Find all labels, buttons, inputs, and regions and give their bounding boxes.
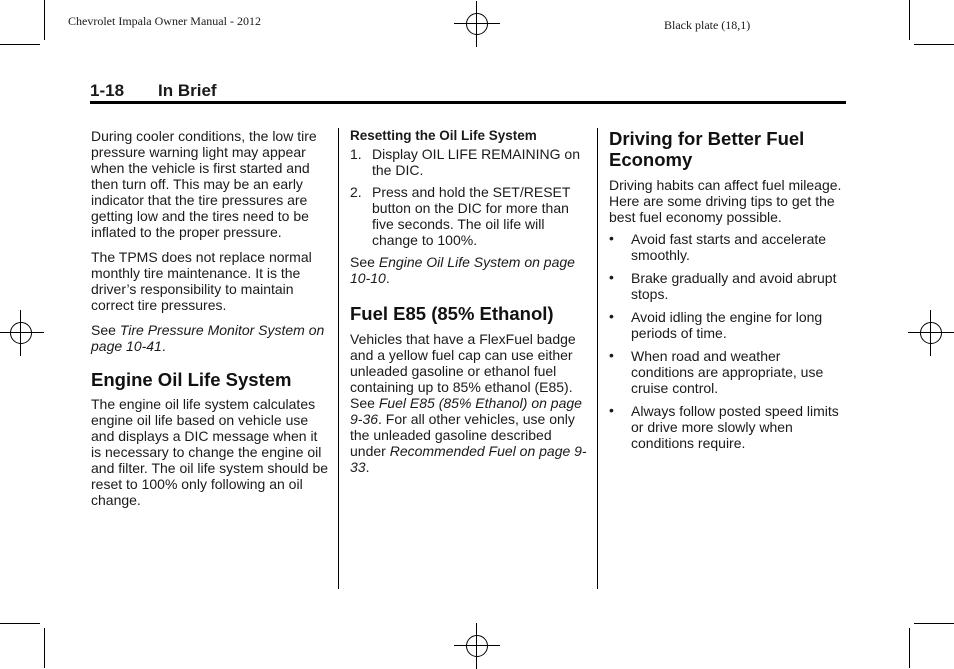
crop-mark xyxy=(914,44,954,45)
recommended-fuel-link[interactable]: Recommended Fuel on page 9-33 xyxy=(350,443,587,475)
fuel-economy-heading: Driving for Better Fuel Economy xyxy=(609,128,805,170)
list-item: • When road and weather conditions are appropriate, use cruise control. xyxy=(609,347,824,396)
registration-mark-top xyxy=(462,9,492,39)
column-1 xyxy=(91,128,331,517)
engine-oil-paragraph: The engine oil life system calculates engine oil life based on vehicle use and displays a DIC message when it is necessary to change the engine oil and filter. The oil life system should be reset to 100% only following an oil change. xyxy=(91,396,329,508)
fuel-e85-paragraph: Vehicles that have a FlexFuel badge and a yellow fuel cap can use either unleaded gasoline or ethanol fuel containing up to 85% ethanol (E85). See Fuel E85 (85% Ethanol) on page 9-36. For all other vehicles, use only the unleaded gasoline described under Recommended Fuel on page 9-33. xyxy=(350,331,587,475)
oil-cross-reference: See Engine Oil Life System on page 10-10. xyxy=(350,254,575,286)
page-number: 1-18 xyxy=(90,81,125,100)
column-2 xyxy=(350,128,590,484)
crop-mark xyxy=(44,0,45,40)
list-item: • Avoid fast starts and accelerate smoothly. xyxy=(609,230,827,263)
registration-mark-right xyxy=(916,318,946,348)
column-divider xyxy=(597,128,598,589)
crop-mark xyxy=(0,44,40,45)
fuel-e85-link[interactable]: Fuel E85 (85% Ethanol) on page 9-36 xyxy=(350,395,582,427)
crop-mark xyxy=(914,623,954,624)
tpms-paragraph-2: The TPMS does not replace normal monthly tire maintenance. It is the driver’s responsibility to maintain correct tire pressures. xyxy=(91,249,312,313)
crop-mark xyxy=(44,628,45,668)
tpms-paragraph-1: During cooler conditions, the low tire pressure warning light may appear when the vehicle is first started and then turn off. This may be an early indicator that the tire pressures are getting low and the tires need to be inflated to the proper pressure. xyxy=(91,128,317,240)
list-item: • Brake gradually and avoid abrupt stops. xyxy=(609,269,837,302)
crop-mark xyxy=(909,0,910,40)
reset-oil-subheading: Resetting the Oil Life System xyxy=(350,128,537,143)
fuel-economy-intro: Driving habits can affect fuel mileage. Here are some driving tips to get the best fuel economy possible. xyxy=(609,177,842,225)
header-rule xyxy=(90,101,846,104)
tpms-cross-reference: See Tire Pressure Monitor System on page 10-41. xyxy=(91,322,325,354)
tire-pressure-link[interactable]: Tire Pressure Monitor System on page 10-41 xyxy=(91,322,325,354)
list-item: • Always follow posted speed limits or drive more slowly when conditions require. xyxy=(609,402,839,451)
crop-mark xyxy=(0,623,40,624)
list-item: • Avoid idling the engine for long periods of time. xyxy=(609,308,823,341)
column-3 xyxy=(609,128,845,458)
oil-life-link[interactable]: Engine Oil Life System on page 10-10 xyxy=(350,254,575,286)
section-title: In Brief xyxy=(158,81,217,100)
reset-step: 1. Display OIL LIFE REMAINING on the DIC. xyxy=(350,146,580,178)
column-divider xyxy=(338,128,339,589)
manual-title: Chevrolet Impala Owner Manual - 2012 xyxy=(68,14,261,28)
reset-step: 2. Press and hold the SET/RESET button on the DIC for more than five seconds. The oil life will change to 100%. xyxy=(350,184,571,248)
engine-oil-heading: Engine Oil Life System xyxy=(91,369,292,390)
plate-label: Black plate (18,1) xyxy=(664,18,751,32)
fuel-e85-heading: Fuel E85 (85% Ethanol) xyxy=(350,303,554,324)
crop-mark xyxy=(909,628,910,668)
registration-mark-left xyxy=(6,318,36,348)
registration-mark-bottom xyxy=(462,631,492,661)
